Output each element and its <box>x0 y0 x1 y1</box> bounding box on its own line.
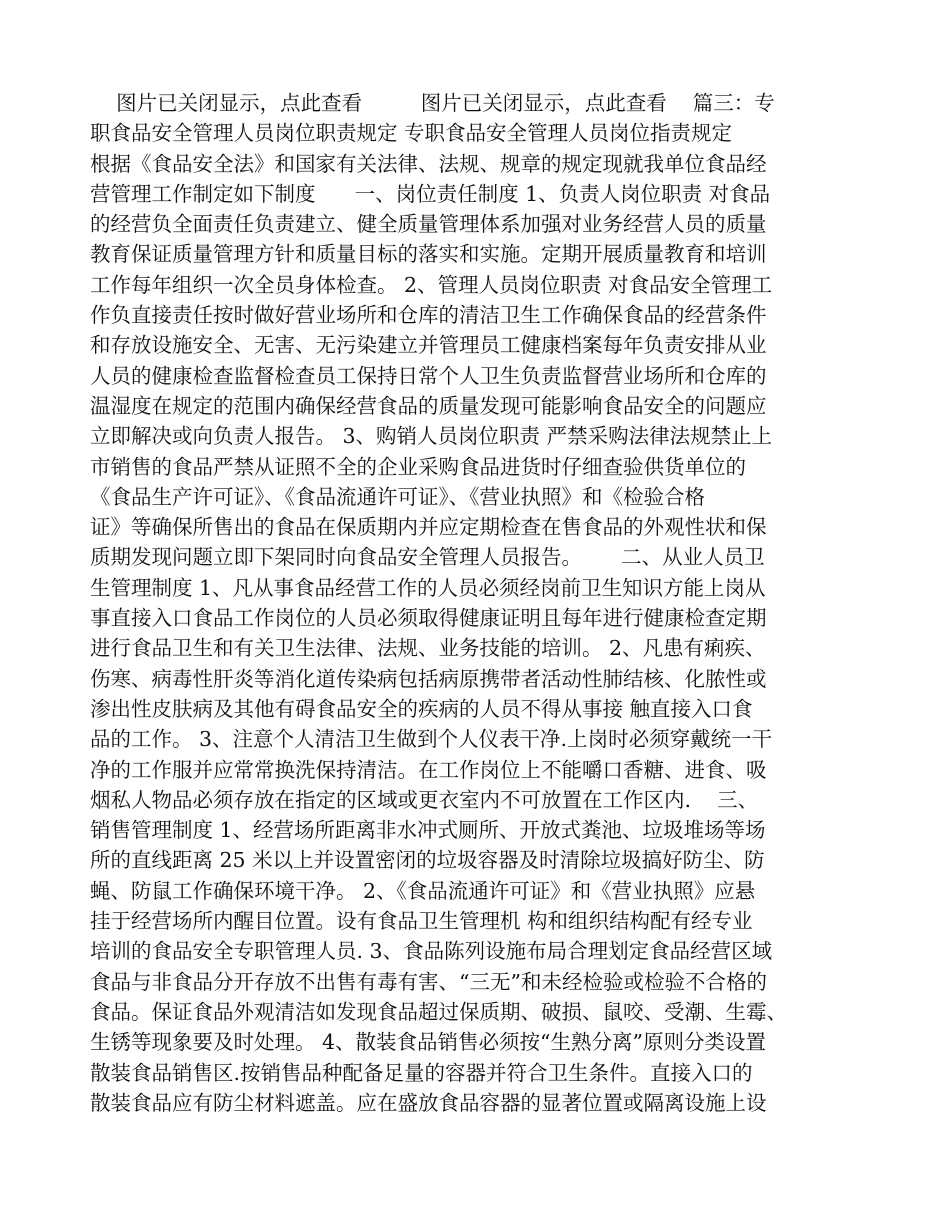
text-line-2: 职食品安全管理人员岗位职责规定 专职食品安全管理人员岗位指责规定 <box>90 121 733 146</box>
text-line-10: 人员的健康检查监督检查员工保持日常个人卫生负责监督营业场所和仓库的 <box>90 363 767 388</box>
text-line-22: 品的工作。 3、注意个人清洁卫生做到个人仪表干净.上岗时必须穿戴统一干 <box>90 727 773 752</box>
text-line-26: 所的直线距离 25 米以上并设置密闭的垃圾容器及时清除垃圾搞好防尘、防 <box>90 848 765 873</box>
text-line-1: 图片已关闭显示，点此查看 图片已关闭显示，点此查看 篇三：专 <box>90 91 775 115</box>
text-line-18: 事直接入口食品工作岗位的人员必须取得健康证明且每年进行健康检查定期 <box>90 606 767 631</box>
text-line-20: 伤寒、病毒性肝炎等消化道传染病包括病原携带者活动性肺结核、化脓性或 <box>90 666 767 691</box>
text-line-28: 挂于经营场所内醒目位置。设有食品卫生管理机 构和组织结构配有经专业 <box>90 909 753 934</box>
text-line-15: 证》等确保所售出的食品在保质期内并应定期检查在售食品的外观性状和保 <box>90 515 767 540</box>
text-line-16: 质期发现问题立即下架同时向食品安全管理人员报告。 二、从业人员卫 <box>90 545 765 570</box>
text-line-14: 《食品生产许可证》、《食品流通许可证》、《营业执照》和《检验合格 <box>90 484 705 509</box>
text-line-3: 根据《食品安全法》和国家有关法律、法规、规章的规定现就我单位食品经 <box>90 151 767 176</box>
text-line-9: 和存放设施安全、无害、无污染建立并管理员工健康档案每年负责安排从业 <box>90 333 767 358</box>
text-line-30: 食品与非食品分开存放不出售有毒有害、“三无”和未经检验或检验不合格的 <box>90 969 767 994</box>
text-line-21: 渗出性皮肤病及其他有碍食品安全的疾病的人员不得从事接 触直接入口食 <box>90 696 753 721</box>
text-line-4: 营管理工作制定如下制度 一、岗位责任制度 1、负责人岗位职责 对食品 <box>90 181 771 206</box>
text-line-32: 生锈等现象要及时处理。 4、散装食品销售必须按“生熟分离”原则分类设置 <box>90 1030 767 1055</box>
text-line-27: 蝇、防鼠工作确保环境干净。 2、《食品流通许可证》和《营业执照》应悬 <box>90 878 756 903</box>
text-line-24: 烟私人物品必须存放在指定的区域或更衣室内不可放置在工作区内. 三、 <box>90 787 759 812</box>
text-line-6: 教育保证质量管理方针和质量目标的落实和实施。定期开展质量教育和培训 <box>90 242 767 267</box>
text-line-11: 温湿度在规定的范围内确保经营食品的质量发现可能影响食品安全的问题应 <box>90 393 767 418</box>
text-line-12: 立即解决或向负责人报告。 3、购销人员岗位职责 严禁采购法律法规禁止上 <box>90 424 773 449</box>
text-line-33: 散装食品销售区.按销售品种配备足量的容器并符合卫生条件。直接入口的 <box>90 1060 753 1085</box>
text-line-5: 的经营负全面责任负责建立、健全质量管理体系加强对业务经营人员的质量 <box>90 212 767 237</box>
text-line-34: 散装食品应有防尘材料遮盖。应在盛放食品容器的显著位置或隔离设施上设 <box>90 1090 767 1115</box>
text-line-19: 进行食品卫生和有关卫生法律、法规、业务技能的培训。 2、凡患有痢疾、 <box>90 636 766 661</box>
text-line-13: 市销售的食品严禁从证照不全的企业采购食品进货时仔细查验供货单位的 <box>90 454 746 479</box>
text-line-23: 净的工作服并应常常换洗保持清洁。在工作岗位上不能嚼口香糖、进食、吸 <box>90 757 767 782</box>
text-line-29: 培训的食品安全专职管理人员. 3、食品陈列设施布局合理划定食品经营区域 <box>90 939 773 964</box>
text-line-8: 作负直接责任按时做好营业场所和仓库的清洁卫生工作确保食品的经营条件 <box>90 303 767 328</box>
text-line-7: 工作每年组织一次全员身体检查。 2、管理人员岗位职责 对食品安全管理工 <box>90 272 773 297</box>
text-line-17: 生管理制度 1、凡从事食品经营工作的人员必须经岗前卫生知识方能上岗从 <box>90 575 766 600</box>
text-line-31: 食品。保证食品外观清洁如发现食品超过保质期、破损、鼠咬、受潮、生霉、 <box>90 999 787 1024</box>
body-text <box>90 88 890 1118</box>
text-line-25: 销售管理制度 1、经营场所距离非水冲式厕所、开放式粪池、垃圾堆场等场 <box>90 818 766 843</box>
